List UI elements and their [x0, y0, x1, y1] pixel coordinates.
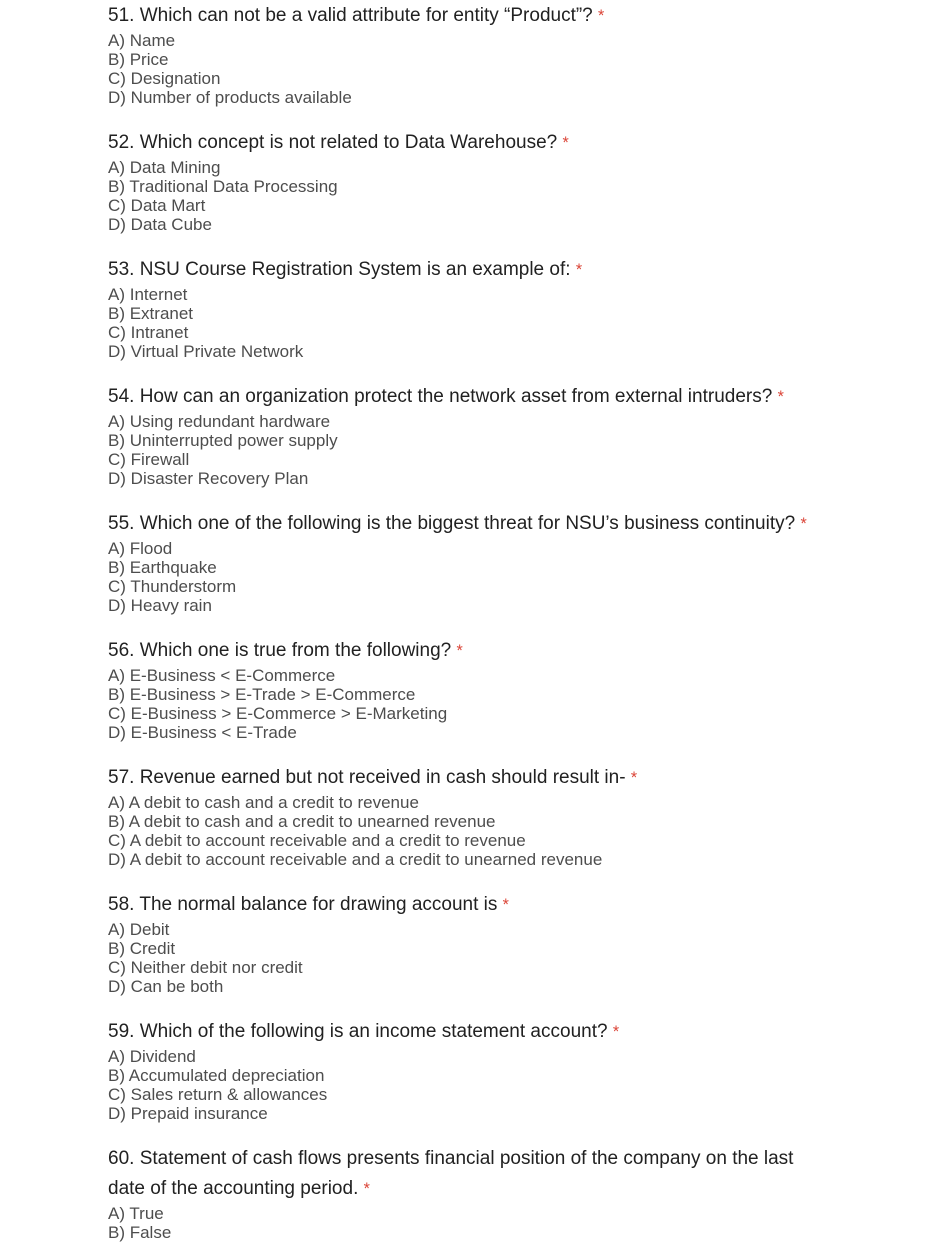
required-asterisk: * [502, 896, 509, 914]
options-list [108, 1047, 913, 1123]
question-title-text: 59. Which of the following is an income statement account? [108, 1021, 608, 1042]
option-d: D) Prepaid insurance [108, 1104, 268, 1123]
question-title [108, 1, 823, 31]
option-b: B) A debit to cash and a credit to unearned revenue [108, 812, 496, 831]
question-block-52 [108, 128, 913, 234]
option-c: C) Designation [108, 69, 221, 88]
option-b: B) Credit [108, 939, 176, 958]
question-title-text: 51. Which can not be a valid attribute for entity “Product”? [108, 5, 593, 26]
options-list [108, 1204, 913, 1242]
option-b: B) Price [108, 50, 169, 69]
question-title [108, 128, 823, 158]
question-block-60 [108, 1144, 913, 1242]
option-c: C) Firewall [108, 450, 190, 469]
option-a: A) E-Business < E-Commerce [108, 666, 336, 685]
question-title-text: 55. Which one of the following is the biggest threat for NSU’s business continuity? [108, 513, 796, 534]
options-list [108, 539, 913, 615]
question-block-56 [108, 636, 913, 742]
question-title [108, 1144, 823, 1204]
question-title [108, 763, 823, 793]
required-asterisk: * [598, 7, 605, 25]
question-block-58 [108, 890, 913, 996]
question-title-text: 60. Statement of cash flows presents financial position of the company on the last date of the accounting period. [108, 1148, 794, 1199]
option-d: D) Heavy rain [108, 596, 212, 615]
option-c: C) Data Mart [108, 196, 206, 215]
question-block-59 [108, 1017, 913, 1123]
options-list [108, 285, 913, 361]
required-asterisk: * [800, 515, 807, 533]
required-asterisk: * [612, 1023, 620, 1041]
option-b: B) E-Business > E-Trade > E-Commerce [108, 685, 416, 704]
required-asterisk: * [777, 388, 784, 406]
option-b: B) False [108, 1223, 172, 1242]
option-d: D) Number of products available [108, 88, 352, 107]
required-asterisk: * [363, 1180, 370, 1198]
option-b: B) Accumulated depreciation [108, 1066, 325, 1085]
option-a: A) True [108, 1204, 164, 1223]
option-d: D) Virtual Private Network [108, 342, 304, 361]
option-a: A) Internet [108, 285, 188, 304]
options-list [108, 920, 913, 996]
required-asterisk: * [630, 769, 638, 787]
options-list [108, 31, 913, 107]
option-d: D) E-Business < E-Trade [108, 723, 297, 742]
option-c: C) Neither debit nor credit [108, 958, 303, 977]
question-title-text: 57. Revenue earned but not received in cash should result in- [108, 767, 626, 788]
option-b: B) Uninterrupted power supply [108, 431, 338, 450]
required-asterisk: * [456, 642, 463, 660]
option-c: C) Thunderstorm [108, 577, 237, 596]
options-list [108, 666, 913, 742]
option-d: D) Disaster Recovery Plan [108, 469, 309, 488]
option-d: D) Can be both [108, 977, 224, 996]
option-b: B) Traditional Data Processing [108, 177, 338, 196]
question-title-text: 52. Which concept is not related to Data Warehouse? [108, 132, 558, 153]
question-title [108, 509, 823, 539]
question-title-text: 54. How can an organization protect the network asset from external intruders? [108, 386, 773, 407]
option-a: A) Debit [108, 920, 170, 939]
option-b: B) Earthquake [108, 558, 217, 577]
question-title [108, 1017, 823, 1047]
options-list [108, 793, 913, 869]
option-c: C) Sales return & allowances [108, 1085, 328, 1104]
option-a: A) Name [108, 31, 176, 50]
option-a: A) Using redundant hardware [108, 412, 331, 431]
question-title-text: 58. The normal balance for drawing account is [108, 894, 498, 915]
option-a: A) Flood [108, 539, 173, 558]
question-block-51 [108, 1, 913, 107]
question-title [108, 255, 823, 285]
option-c: C) A debit to account receivable and a credit to revenue [108, 831, 526, 850]
option-c: C) E-Business > E-Commerce > E-Marketing [108, 704, 448, 723]
question-title-text: 53. NSU Course Registration System is an example of: [108, 259, 571, 280]
question-title [108, 636, 823, 666]
required-asterisk: * [562, 134, 569, 152]
option-a: A) A debit to cash and a credit to revenue [108, 793, 419, 812]
option-c: C) Intranet [108, 323, 189, 342]
required-asterisk: * [575, 261, 583, 279]
question-block-53 [108, 255, 913, 361]
option-d: D) A debit to account receivable and a credit to unearned revenue [108, 850, 603, 869]
option-d: D) Data Cube [108, 215, 212, 234]
question-block-55 [108, 509, 913, 615]
options-list [108, 412, 913, 488]
question-title [108, 382, 823, 412]
question-block-54 [108, 382, 913, 488]
option-a: A) Data Mining [108, 158, 221, 177]
question-title-text: 56. Which one is true from the following? [108, 640, 452, 661]
question-block-57 [108, 763, 913, 869]
question-title [108, 890, 823, 920]
option-b: B) Extranet [108, 304, 194, 323]
options-list [108, 158, 913, 234]
option-a: A) Dividend [108, 1047, 196, 1066]
